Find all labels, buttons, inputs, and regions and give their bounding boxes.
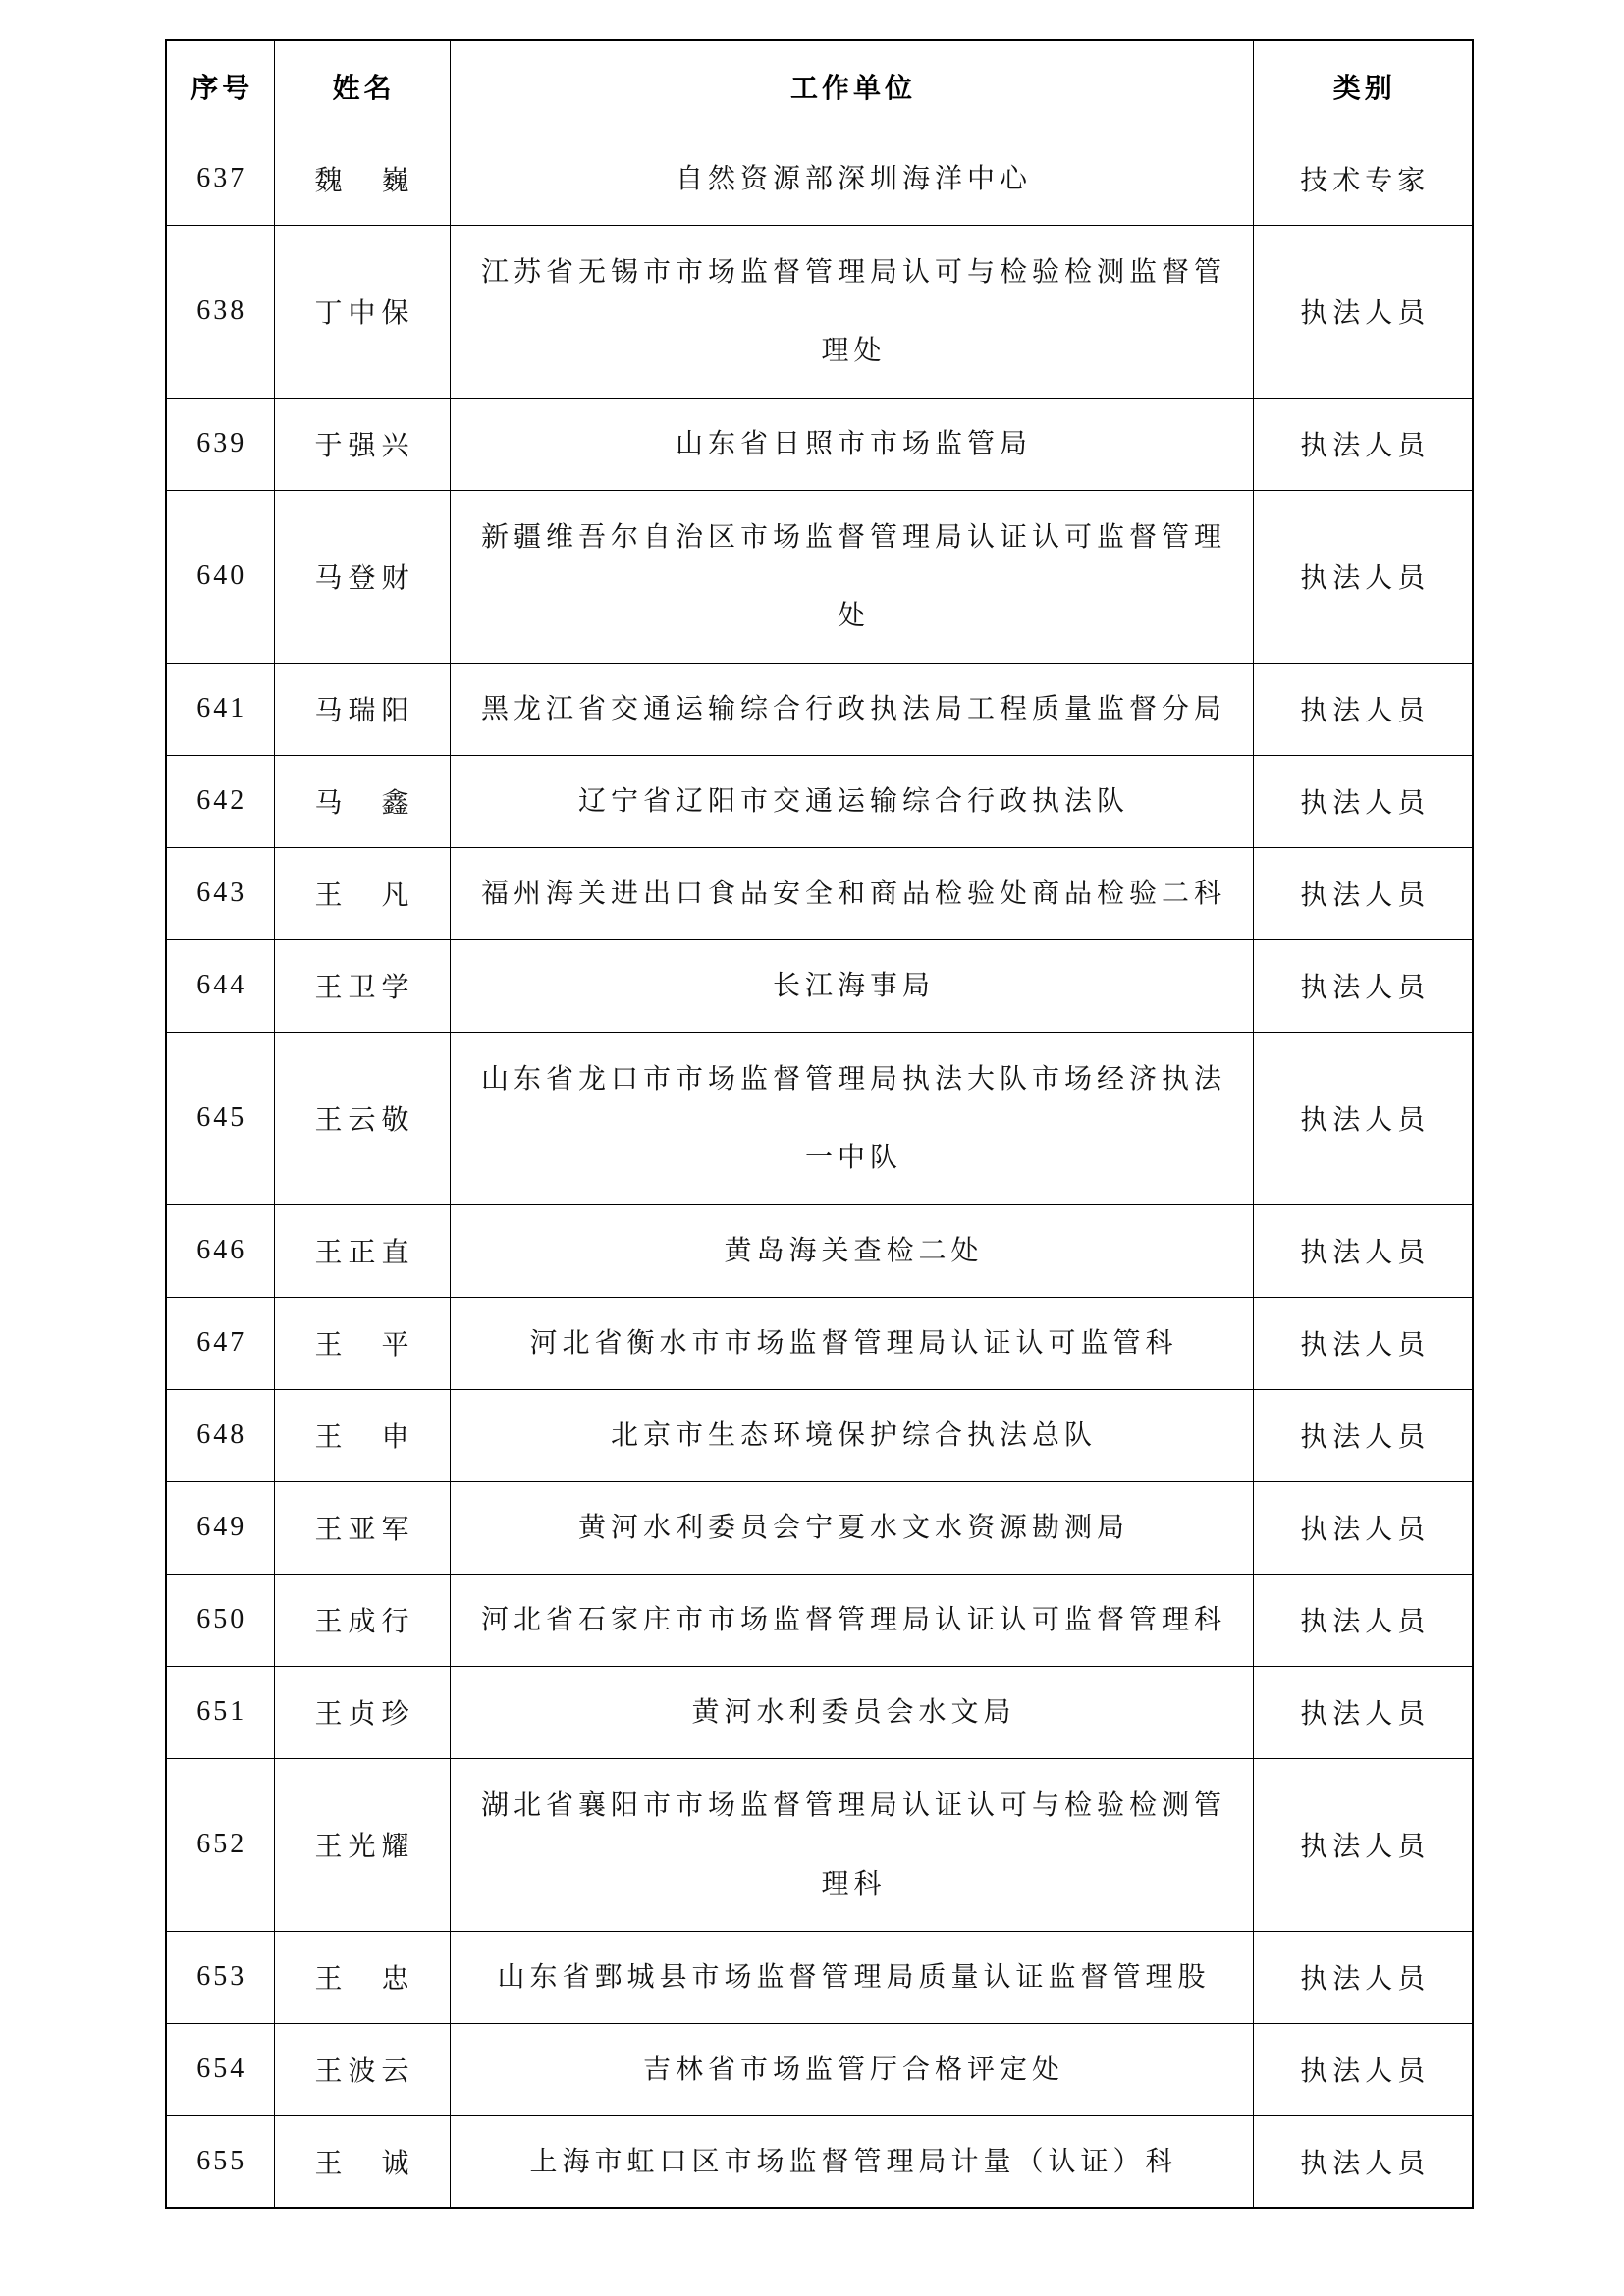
header-unit-label: 工作单位 — [789, 72, 916, 105]
cell-name — [274, 1574, 450, 1666]
unit-text: 福州海关进出口食品安全和商品检验处商品检验二科 — [480, 877, 1226, 909]
cell-unit — [450, 225, 1253, 398]
cell-category — [1253, 1297, 1473, 1389]
cell-name — [274, 1666, 450, 1758]
table-row — [166, 1204, 1473, 1297]
cell-seq — [166, 1574, 274, 1666]
seq-text: 643 — [196, 878, 247, 908]
cell-category — [1253, 490, 1473, 663]
seq-text: 655 — [196, 2145, 247, 2176]
category-text: 执法人员 — [1300, 2055, 1431, 2087]
name-text: 王贞珍 — [314, 1697, 415, 1730]
seq-text: 640 — [196, 561, 247, 591]
seq-text: 653 — [196, 1961, 247, 1992]
cell-unit — [450, 133, 1253, 225]
cell-category — [1253, 1204, 1473, 1297]
cell-unit — [450, 490, 1253, 663]
category-text: 执法人员 — [1300, 1420, 1431, 1453]
name-text: 王成行 — [314, 1605, 415, 1637]
category-text: 技术专家 — [1300, 164, 1431, 196]
cell-category — [1253, 1666, 1473, 1758]
seq-text: 652 — [196, 1829, 247, 1859]
cell-name — [274, 398, 450, 490]
cell-name — [274, 939, 450, 1032]
table-row — [166, 1574, 1473, 1666]
cell-category — [1253, 1931, 1473, 2023]
seq-text: 646 — [196, 1235, 247, 1265]
seq-text: 651 — [196, 1696, 247, 1727]
cell-category — [1253, 225, 1473, 398]
cell-category — [1253, 398, 1473, 490]
table-row — [166, 490, 1473, 663]
cell-category — [1253, 2023, 1473, 2115]
unit-text: 黑龙江省交通运输综合行政执法局工程质量监督分局 — [480, 692, 1226, 724]
category-text: 执法人员 — [1300, 1830, 1431, 1862]
header-name — [274, 40, 450, 133]
header-seq — [166, 40, 274, 133]
category-text: 执法人员 — [1300, 1236, 1431, 1268]
cell-name — [274, 1481, 450, 1574]
cell-unit — [450, 663, 1253, 755]
cell-seq — [166, 1389, 274, 1481]
cell-seq — [166, 755, 274, 847]
cell-category — [1253, 939, 1473, 1032]
cell-category — [1253, 1481, 1473, 1574]
table-header — [166, 40, 1473, 133]
seq-text: 641 — [196, 693, 247, 723]
cell-name — [274, 1389, 450, 1481]
cell-category — [1253, 133, 1473, 225]
cell-name — [274, 2023, 450, 2115]
unit-text: 自然资源部深圳海洋中心 — [675, 162, 1032, 194]
unit-text: 北京市生态环境保护综合执法总队 — [610, 1418, 1097, 1451]
category-text: 执法人员 — [1300, 1697, 1431, 1730]
header-seq-label: 序号 — [190, 72, 254, 105]
cell-seq — [166, 2115, 274, 2208]
category-text: 执法人员 — [1300, 1328, 1431, 1361]
cell-unit — [450, 1574, 1253, 1666]
cell-name — [274, 1931, 450, 2023]
category-text: 执法人员 — [1300, 296, 1431, 329]
table-row — [166, 2115, 1473, 2208]
table-row — [166, 1032, 1473, 1204]
name-text: 马 鑫 — [314, 786, 415, 819]
cell-seq — [166, 939, 274, 1032]
cell-unit — [450, 1931, 1253, 2023]
cell-seq — [166, 1032, 274, 1204]
cell-name — [274, 1032, 450, 1204]
cell-seq — [166, 1297, 274, 1389]
cell-category — [1253, 1032, 1473, 1204]
cell-seq — [166, 133, 274, 225]
category-text: 执法人员 — [1300, 879, 1431, 911]
name-text: 于强兴 — [314, 429, 415, 461]
cell-name — [274, 1204, 450, 1297]
cell-seq — [166, 490, 274, 663]
category-text: 执法人员 — [1300, 429, 1431, 461]
name-text: 丁中保 — [314, 296, 415, 329]
name-text: 王 诚 — [314, 2146, 415, 2179]
unit-text: 黄河水利委员会水文局 — [691, 1695, 1016, 1728]
name-text: 王亚军 — [314, 1513, 415, 1545]
cell-seq — [166, 398, 274, 490]
table-body — [166, 133, 1473, 2208]
table-row — [166, 398, 1473, 490]
cell-category — [1253, 847, 1473, 939]
category-text: 执法人员 — [1300, 1513, 1431, 1545]
seq-text: 647 — [196, 1327, 247, 1358]
seq-text: 648 — [196, 1419, 247, 1450]
cell-seq — [166, 225, 274, 398]
category-text: 执法人员 — [1300, 1962, 1431, 1995]
table-row — [166, 225, 1473, 398]
cell-category — [1253, 1389, 1473, 1481]
seq-text: 650 — [196, 1604, 247, 1634]
table-row — [166, 1297, 1473, 1389]
category-text: 执法人员 — [1300, 2146, 1431, 2179]
personnel-table — [165, 39, 1474, 2209]
name-text: 马登财 — [314, 561, 415, 594]
header-unit — [450, 40, 1253, 133]
cell-category — [1253, 1758, 1473, 1931]
unit-text: 河北省衡水市市场监督管理局认证认可监管科 — [529, 1326, 1178, 1359]
name-text: 王卫学 — [314, 971, 415, 1003]
cell-category — [1253, 2115, 1473, 2208]
unit-text: 长江海事局 — [772, 969, 935, 1001]
unit-text: 黄河水利委员会宁夏水文水资源勘测局 — [577, 1511, 1129, 1543]
seq-text: 637 — [196, 163, 247, 193]
cell-name — [274, 1758, 450, 1931]
unit-text: 山东省龙口市市场监督管理局执法大队市场经济执法一中队 — [480, 1062, 1226, 1173]
category-text: 执法人员 — [1300, 971, 1431, 1003]
category-text: 执法人员 — [1300, 786, 1431, 819]
table-row — [166, 1481, 1473, 1574]
unit-text: 黄岛海关查检二处 — [724, 1234, 984, 1266]
name-text: 王云敬 — [314, 1103, 415, 1136]
cell-category — [1253, 663, 1473, 755]
name-text: 王 凡 — [314, 879, 415, 911]
name-text: 王 忠 — [314, 1962, 415, 1995]
name-text: 魏 巍 — [314, 164, 415, 196]
category-text: 执法人员 — [1300, 694, 1431, 726]
cell-unit — [450, 939, 1253, 1032]
header-category — [1253, 40, 1473, 133]
header-row — [166, 40, 1473, 133]
table-row — [166, 1931, 1473, 2023]
unit-text: 辽宁省辽阳市交通运输综合行政执法队 — [577, 784, 1129, 817]
unit-text: 山东省鄄城县市场监督管理局质量认证监督管理股 — [497, 1960, 1211, 1993]
table-row — [166, 663, 1473, 755]
table-row — [166, 133, 1473, 225]
cell-name — [274, 1297, 450, 1389]
cell-unit — [450, 2023, 1253, 2115]
cell-unit — [450, 1204, 1253, 1297]
category-text: 执法人员 — [1300, 561, 1431, 594]
cell-category — [1253, 755, 1473, 847]
seq-text: 642 — [196, 785, 247, 816]
seq-text: 638 — [196, 295, 247, 326]
cell-unit — [450, 1297, 1253, 1389]
name-text: 马瑞阳 — [314, 694, 415, 726]
cell-unit — [450, 1666, 1253, 1758]
cell-unit — [450, 1481, 1253, 1574]
category-text: 执法人员 — [1300, 1103, 1431, 1136]
unit-text: 吉林省市场监管厅合格评定处 — [642, 2053, 1064, 2085]
cell-unit — [450, 1758, 1253, 1931]
header-category-label: 类别 — [1332, 72, 1396, 105]
name-text: 王 平 — [314, 1328, 415, 1361]
seq-text: 649 — [196, 1512, 247, 1542]
table-row — [166, 939, 1473, 1032]
cell-name — [274, 755, 450, 847]
cell-name — [274, 133, 450, 225]
cell-name — [274, 663, 450, 755]
unit-text: 河北省石家庄市市场监督管理局认证认可监督管理科 — [480, 1603, 1226, 1635]
table-row — [166, 2023, 1473, 2115]
cell-seq — [166, 1204, 274, 1297]
seq-text: 639 — [196, 428, 247, 458]
cell-name — [274, 2115, 450, 2208]
category-text: 执法人员 — [1300, 1605, 1431, 1637]
unit-text: 新疆维吾尔自治区市场监督管理局认证认可监督管理处 — [480, 520, 1226, 631]
cell-seq — [166, 847, 274, 939]
table-row — [166, 1389, 1473, 1481]
cell-name — [274, 490, 450, 663]
cell-unit — [450, 1032, 1253, 1204]
header-name-label: 姓名 — [332, 72, 396, 105]
cell-seq — [166, 2023, 274, 2115]
cell-unit — [450, 2115, 1253, 2208]
name-text: 王 申 — [314, 1420, 415, 1453]
cell-unit — [450, 1389, 1253, 1481]
cell-name — [274, 847, 450, 939]
name-text: 王光耀 — [314, 1830, 415, 1862]
cell-seq — [166, 1758, 274, 1931]
seq-text: 644 — [196, 970, 247, 1000]
cell-unit — [450, 755, 1253, 847]
seq-text: 645 — [196, 1102, 247, 1133]
table-row — [166, 1758, 1473, 1931]
name-text: 王正直 — [314, 1236, 415, 1268]
cell-seq — [166, 1666, 274, 1758]
cell-name — [274, 225, 450, 398]
cell-category — [1253, 1574, 1473, 1666]
cell-unit — [450, 398, 1253, 490]
cell-seq — [166, 1931, 274, 2023]
cell-unit — [450, 847, 1253, 939]
table-row — [166, 847, 1473, 939]
table-row — [166, 1666, 1473, 1758]
name-text: 王波云 — [314, 2055, 415, 2087]
cell-seq — [166, 1481, 274, 1574]
cell-seq — [166, 663, 274, 755]
seq-text: 654 — [196, 2054, 247, 2084]
table-row — [166, 755, 1473, 847]
unit-text: 湖北省襄阳市市场监督管理局认证认可与检验检测管理科 — [480, 1789, 1226, 1899]
unit-text: 江苏省无锡市市场监督管理局认可与检验检测监督管理处 — [480, 255, 1226, 366]
unit-text: 上海市虹口区市场监督管理局计量（认证）科 — [529, 2144, 1178, 2177]
unit-text: 山东省日照市市场监管局 — [675, 427, 1032, 459]
